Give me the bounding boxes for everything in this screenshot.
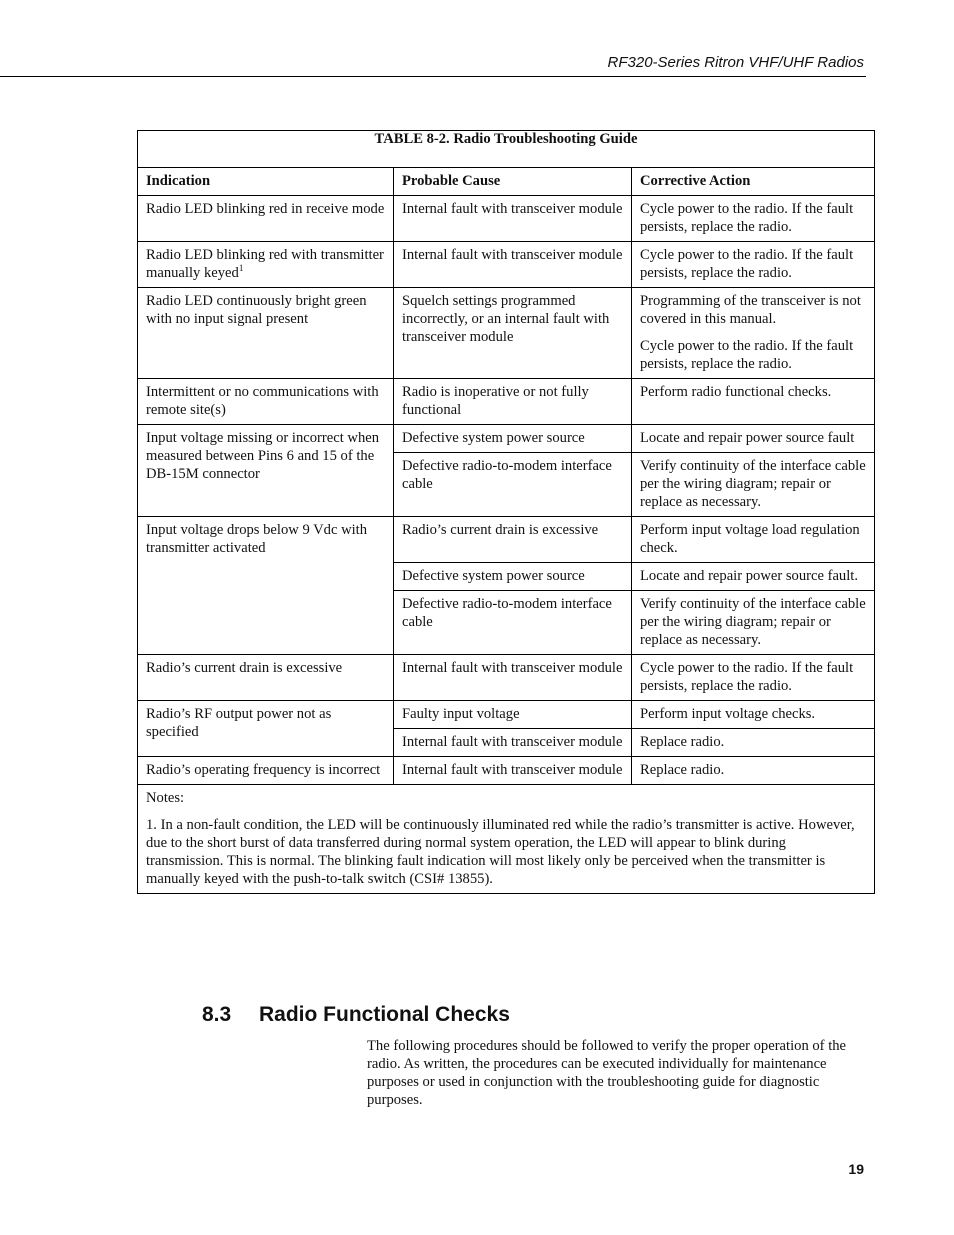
action-paragraph: Cycle power to the radio. If the fault persists, replace the radio.	[640, 338, 854, 372]
column-header-cause: Probable Cause	[394, 168, 632, 196]
action-cell: Cycle power to the radio. If the fault persists, replace the radio.	[632, 655, 875, 701]
cause-cell: Defective system power source	[394, 425, 632, 453]
table-row	[138, 701, 875, 729]
troubleshooting-table	[137, 130, 875, 894]
action-cell: Replace radio.	[632, 729, 875, 757]
action-cell: Perform input voltage checks.	[632, 701, 875, 729]
action-cell: Perform input voltage load regulation check.	[632, 517, 875, 563]
cause-cell: Defective radio-to-modem interface cable	[394, 591, 632, 655]
table-row	[138, 288, 875, 379]
table-notes	[138, 785, 875, 894]
action-cell: Locate and repair power source fault	[632, 425, 875, 453]
indication-cell: Radio’s current drain is excessive	[138, 655, 394, 701]
table-row	[138, 379, 875, 425]
table-row	[138, 196, 875, 242]
page-number: 19	[848, 1161, 864, 1177]
action-cell: Cycle power to the radio. If the fault persists, replace the radio.	[632, 242, 875, 288]
table-row	[138, 757, 875, 785]
cause-cell: Internal fault with transceiver module	[394, 655, 632, 701]
cause-cell: Internal fault with transceiver module	[394, 242, 632, 288]
header-rule	[0, 76, 866, 77]
action-cell: Replace radio.	[632, 757, 875, 785]
footnote-1: 1. In a non-fault condition, the LED will be continuously illuminated red while the radio’s transmitter is active. However, due to the short burst of data transferred during normal system operation, the LED will appear to blink during transmission. This is normal. The blinking fault indication will most likely only be perceived when the transmitter is manually keyed with the push-to-talk switch (CSI# 13855).	[146, 817, 855, 887]
action-cell: Perform radio functional checks.	[632, 379, 875, 425]
cause-cell: Squelch settings programmed incorrectly, or an internal fault with transceiver module	[394, 288, 632, 379]
cause-cell: Radio is inoperative or not fully functional	[394, 379, 632, 425]
action-paragraph: Programming of the transceiver is not covered in this manual.	[640, 293, 861, 327]
action-cell	[632, 288, 875, 379]
indication-cell: Input voltage missing or incorrect when measured between Pins 6 and 15 of the DB-15M connector	[138, 425, 394, 517]
footnote-marker: 1	[238, 263, 244, 273]
table-row	[138, 242, 875, 288]
table-caption	[138, 131, 875, 168]
column-header-action: Corrective Action	[632, 168, 875, 196]
section-title: Radio Functional Checks	[259, 1003, 510, 1026]
indication-cell: Radio LED continuously bright green with no input signal present	[138, 288, 394, 379]
indication-text: Radio LED blinking red with transmitter manually keyed	[146, 247, 384, 281]
indication-cell	[138, 242, 394, 288]
cause-cell: Internal fault with transceiver module	[394, 196, 632, 242]
indication-cell: Input voltage drops below 9 Vdc with transmitter activated	[138, 517, 394, 655]
notes-label: Notes:	[146, 790, 185, 806]
table-row	[138, 517, 875, 563]
table-caption-text: TABLE 8-2. Radio Troubleshooting Guide	[374, 131, 638, 147]
indication-cell: Intermittent or no communications with remote site(s)	[138, 379, 394, 425]
section-number: 8.3	[202, 1003, 232, 1026]
section-heading	[202, 1003, 510, 1027]
running-header: RF320-Series Ritron VHF/UHF Radios	[607, 54, 864, 71]
indication-cell: Radio’s operating frequency is incorrect	[138, 757, 394, 785]
action-cell: Locate and repair power source fault.	[632, 563, 875, 591]
table-row	[138, 655, 875, 701]
indication-cell: Radio LED blinking red in receive mode	[138, 196, 394, 242]
table-caption-row	[138, 131, 875, 168]
column-header-indication: Indication	[138, 168, 394, 196]
table-header-row	[138, 168, 875, 196]
cause-cell: Internal fault with transceiver module	[394, 729, 632, 757]
indication-cell: Radio’s RF output power not as specified	[138, 701, 394, 757]
cause-cell: Faulty input voltage	[394, 701, 632, 729]
action-cell: Cycle power to the radio. If the fault persists, replace the radio.	[632, 196, 875, 242]
table-row	[138, 425, 875, 453]
table-notes-row	[138, 785, 875, 894]
section-body: The following procedures should be followed to verify the proper operation of the radio. As written, the procedures can be executed individually for maintenance purposes or used in conjunction with the troubleshooting guide for diagnostic purposes.	[367, 1038, 847, 1108]
action-cell: Verify continuity of the interface cable per the wiring diagram; repair or replace as necessary.	[632, 591, 875, 655]
action-cell: Verify continuity of the interface cable per the wiring diagram; repair or replace as necessary.	[632, 453, 875, 517]
cause-cell: Defective system power source	[394, 563, 632, 591]
cause-cell: Defective radio-to-modem interface cable	[394, 453, 632, 517]
cause-cell: Radio’s current drain is excessive	[394, 517, 632, 563]
cause-cell: Internal fault with transceiver module	[394, 757, 632, 785]
